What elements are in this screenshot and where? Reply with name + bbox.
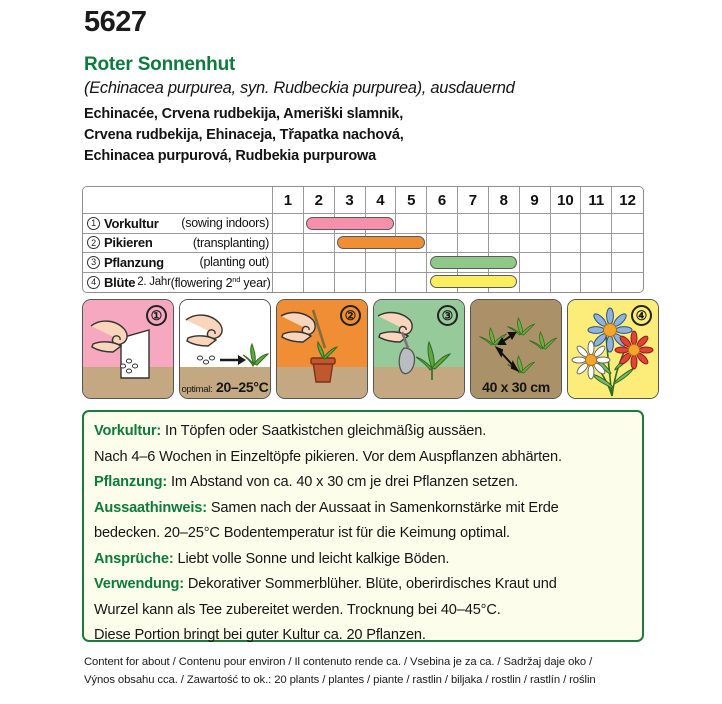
instruction-text: bedecken. 20–25°C Bodentemperatur ist für die Keimung optimal. [94,525,510,541]
panel-planting-out [373,299,465,399]
calendar-bar-pikieren [337,236,425,249]
caption-prefix: optimal: [181,384,213,395]
instruction-label: Ansprüche: [94,550,174,567]
instruction-line [94,445,632,471]
month-header-12: 12 [612,187,643,214]
instruction-line [94,598,632,624]
row-name-en: (flowering 2nd year) [170,274,271,290]
row-name-en: (planting out) [199,255,269,270]
month-header-7: 7 [458,187,489,214]
panel-flowering [567,299,659,399]
month-header-1: 1 [273,187,304,214]
panel-caption-temperature [180,379,270,395]
page-title: Roter Sonnenhut [84,54,236,75]
instruction-label: Vorkultur: [94,423,162,439]
alt-name-line: Crvena rudbekija, Ehinaceja, Třapatka nachová, [84,127,404,143]
panel-badge-4: ④ [631,305,652,326]
instruction-line [94,623,632,649]
row-name-sub: 2. Jahr [137,276,171,289]
panel-badge-2: ② [340,305,361,326]
instruction-label: Aussaathinweis: [94,499,207,516]
instruction-line [94,572,632,598]
month-header-4: 4 [366,187,397,214]
footer-line: Content for about / Contenu pour environ / Il contenuto rende ca. / Vsebina je za ca. / Sadržaj daje oko / [84,656,593,668]
month-header-10: 10 [551,187,582,214]
alt-name-line: Echinacée, Crvena rudbekija, Ameriški slamnik, [84,106,404,122]
instruction-line [94,547,632,573]
calendar-bar-pflanzung [430,256,518,269]
calendar-corner-cell [83,187,273,214]
step-number-4-icon: 4 [87,276,100,289]
footer-line: Výnos obsahu cca. / Zawartość to ok.: 20 plants / plantes / piante / rastlin / biljaka / rostlin / rastlín / roślin [84,674,596,686]
row-name: Pflanzung [104,254,164,270]
panel-caption-spacing: 40 x 30 cm [482,379,550,395]
row-name: Blüte [104,274,136,290]
instruction-text: Wurzel kann als Tee zubereitet werden. Trocknung bei 40–45°C. [94,601,501,618]
panel-badge-1: ① [146,305,167,326]
month-header-6: 6 [427,187,458,214]
instructions-box [82,410,644,642]
sowing-calendar [82,186,644,293]
calendar-row-label-pikieren [83,234,273,254]
calendar-row-label-bluete [83,273,273,293]
step-number-3-icon: 3 [87,256,100,269]
botanical-name: (Echinacea purpurea, syn. Rudbeckia purpurea), ausdauernd [84,79,515,97]
instruction-line [94,419,632,445]
calendar-bar-bluete [430,275,518,288]
row-name-en: (transplanting) [192,235,269,250]
instruction-line [94,496,632,522]
instruction-line [94,521,632,547]
instruction-text: Diese Portion bringt bei guter Kultur ca. 20 Pflanzen. [94,627,426,643]
alt-name-line: Echinacea purpurová, Rudbekia purpurowa [84,148,376,164]
step-number-1-icon: 1 [87,217,100,230]
article-number: 5627 [84,6,147,38]
panel-badge-3: ③ [437,305,458,326]
panel-transplanting [276,299,368,399]
month-header-11: 11 [581,187,612,214]
month-header-9: 9 [520,187,551,214]
month-header-5: 5 [396,187,427,214]
instruction-text: Dekorativer Sommerblüher. Blüte, oberirdisches Kraut und [183,576,557,592]
instruction-label: Verwendung: [94,576,184,592]
month-header-8: 8 [489,187,520,214]
calendar-row-label-vorkultur [83,214,273,234]
instruction-line [94,470,632,496]
footer-multilingual-note [84,653,650,689]
panel-sowing-indoors [82,299,174,399]
instruction-text: Samen nach der Aussaat in Samenkornstärke mit Erde [206,499,559,516]
month-header-2: 2 [304,187,335,214]
instruction-text: Nach 4–6 Wochen in Einzeltöpfe pikieren. Vor dem Auspflanzen abhärten. [94,448,562,465]
panel-germination-temperature [179,299,271,399]
alternative-names [84,104,404,167]
illustration-panels [82,299,648,399]
instruction-label: Pflanzung: [94,474,168,490]
panel-plant-spacing [470,299,562,399]
step-number-2-icon: 2 [87,236,100,249]
row-name-en: (sowing indoors) [181,216,269,231]
caption-value: 20–25°C [215,379,269,395]
calendar-bar-vorkultur [306,217,394,230]
row-name: Vorkultur [104,215,159,231]
month-header-3: 3 [335,187,366,214]
calendar-row-label-pflanzung [83,253,273,273]
instruction-text: Liebt volle Sonne und leicht kalkige Böden. [173,550,450,567]
row-name: Pikieren [104,235,153,251]
instruction-text: Im Abstand von ca. 40 x 30 cm je drei Pflanzen setzen. [167,474,519,490]
instruction-text: In Töpfen oder Saatkistchen gleichmäßig aussäen. [161,423,487,439]
calendar-bars [273,214,643,292]
